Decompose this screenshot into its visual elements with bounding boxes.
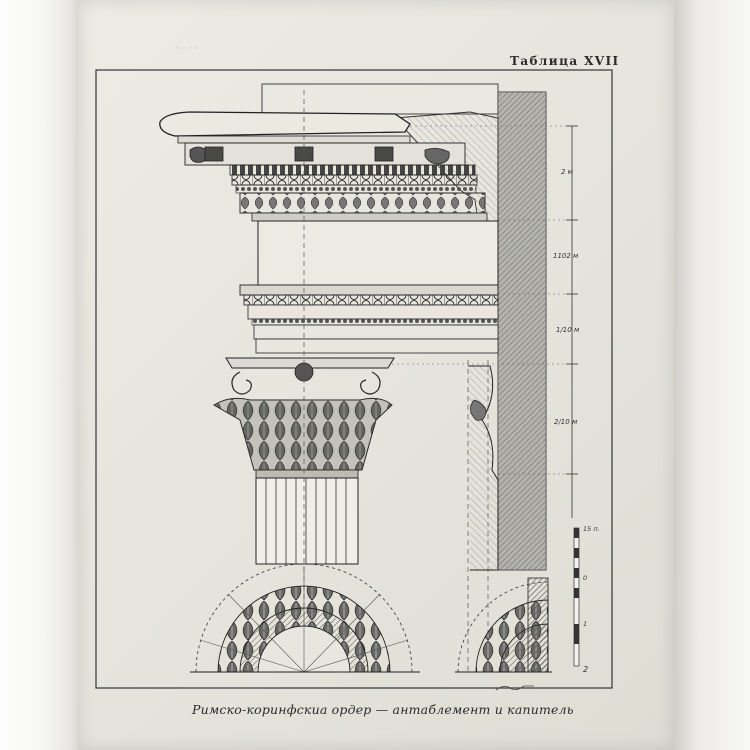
architrave-cap [240,285,498,295]
scale-label-top: 15 п. [583,525,600,533]
architrave-fascia [254,325,498,339]
scale-label-0: 0 [583,574,588,582]
cornice-leaf-band [240,193,485,213]
upper-block [262,84,498,114]
plate-title: Таблица XVII [510,54,620,68]
plate-caption: Римско-коринфскиа ордер — антаблемент и капитель [192,702,574,717]
egg-and-dart [232,175,477,185]
dim-architrave: 1/10 м [556,326,580,334]
cornice-corona [160,112,410,136]
capital-profile [468,366,498,570]
frieze [258,221,498,285]
faint-stamp: ◦◦◦◦ [175,44,201,54]
dentil-course [230,165,475,175]
dim-capital: 2/10 м [554,418,578,426]
modillion-band [185,143,465,165]
scale-label-2: 2 [583,665,589,674]
dim-cornice: 2 м [561,168,573,176]
dim-frieze: 1102 м [553,252,579,260]
astragal [256,470,358,478]
column-shaft [256,478,358,564]
scale-label-1: 1 [583,620,588,628]
